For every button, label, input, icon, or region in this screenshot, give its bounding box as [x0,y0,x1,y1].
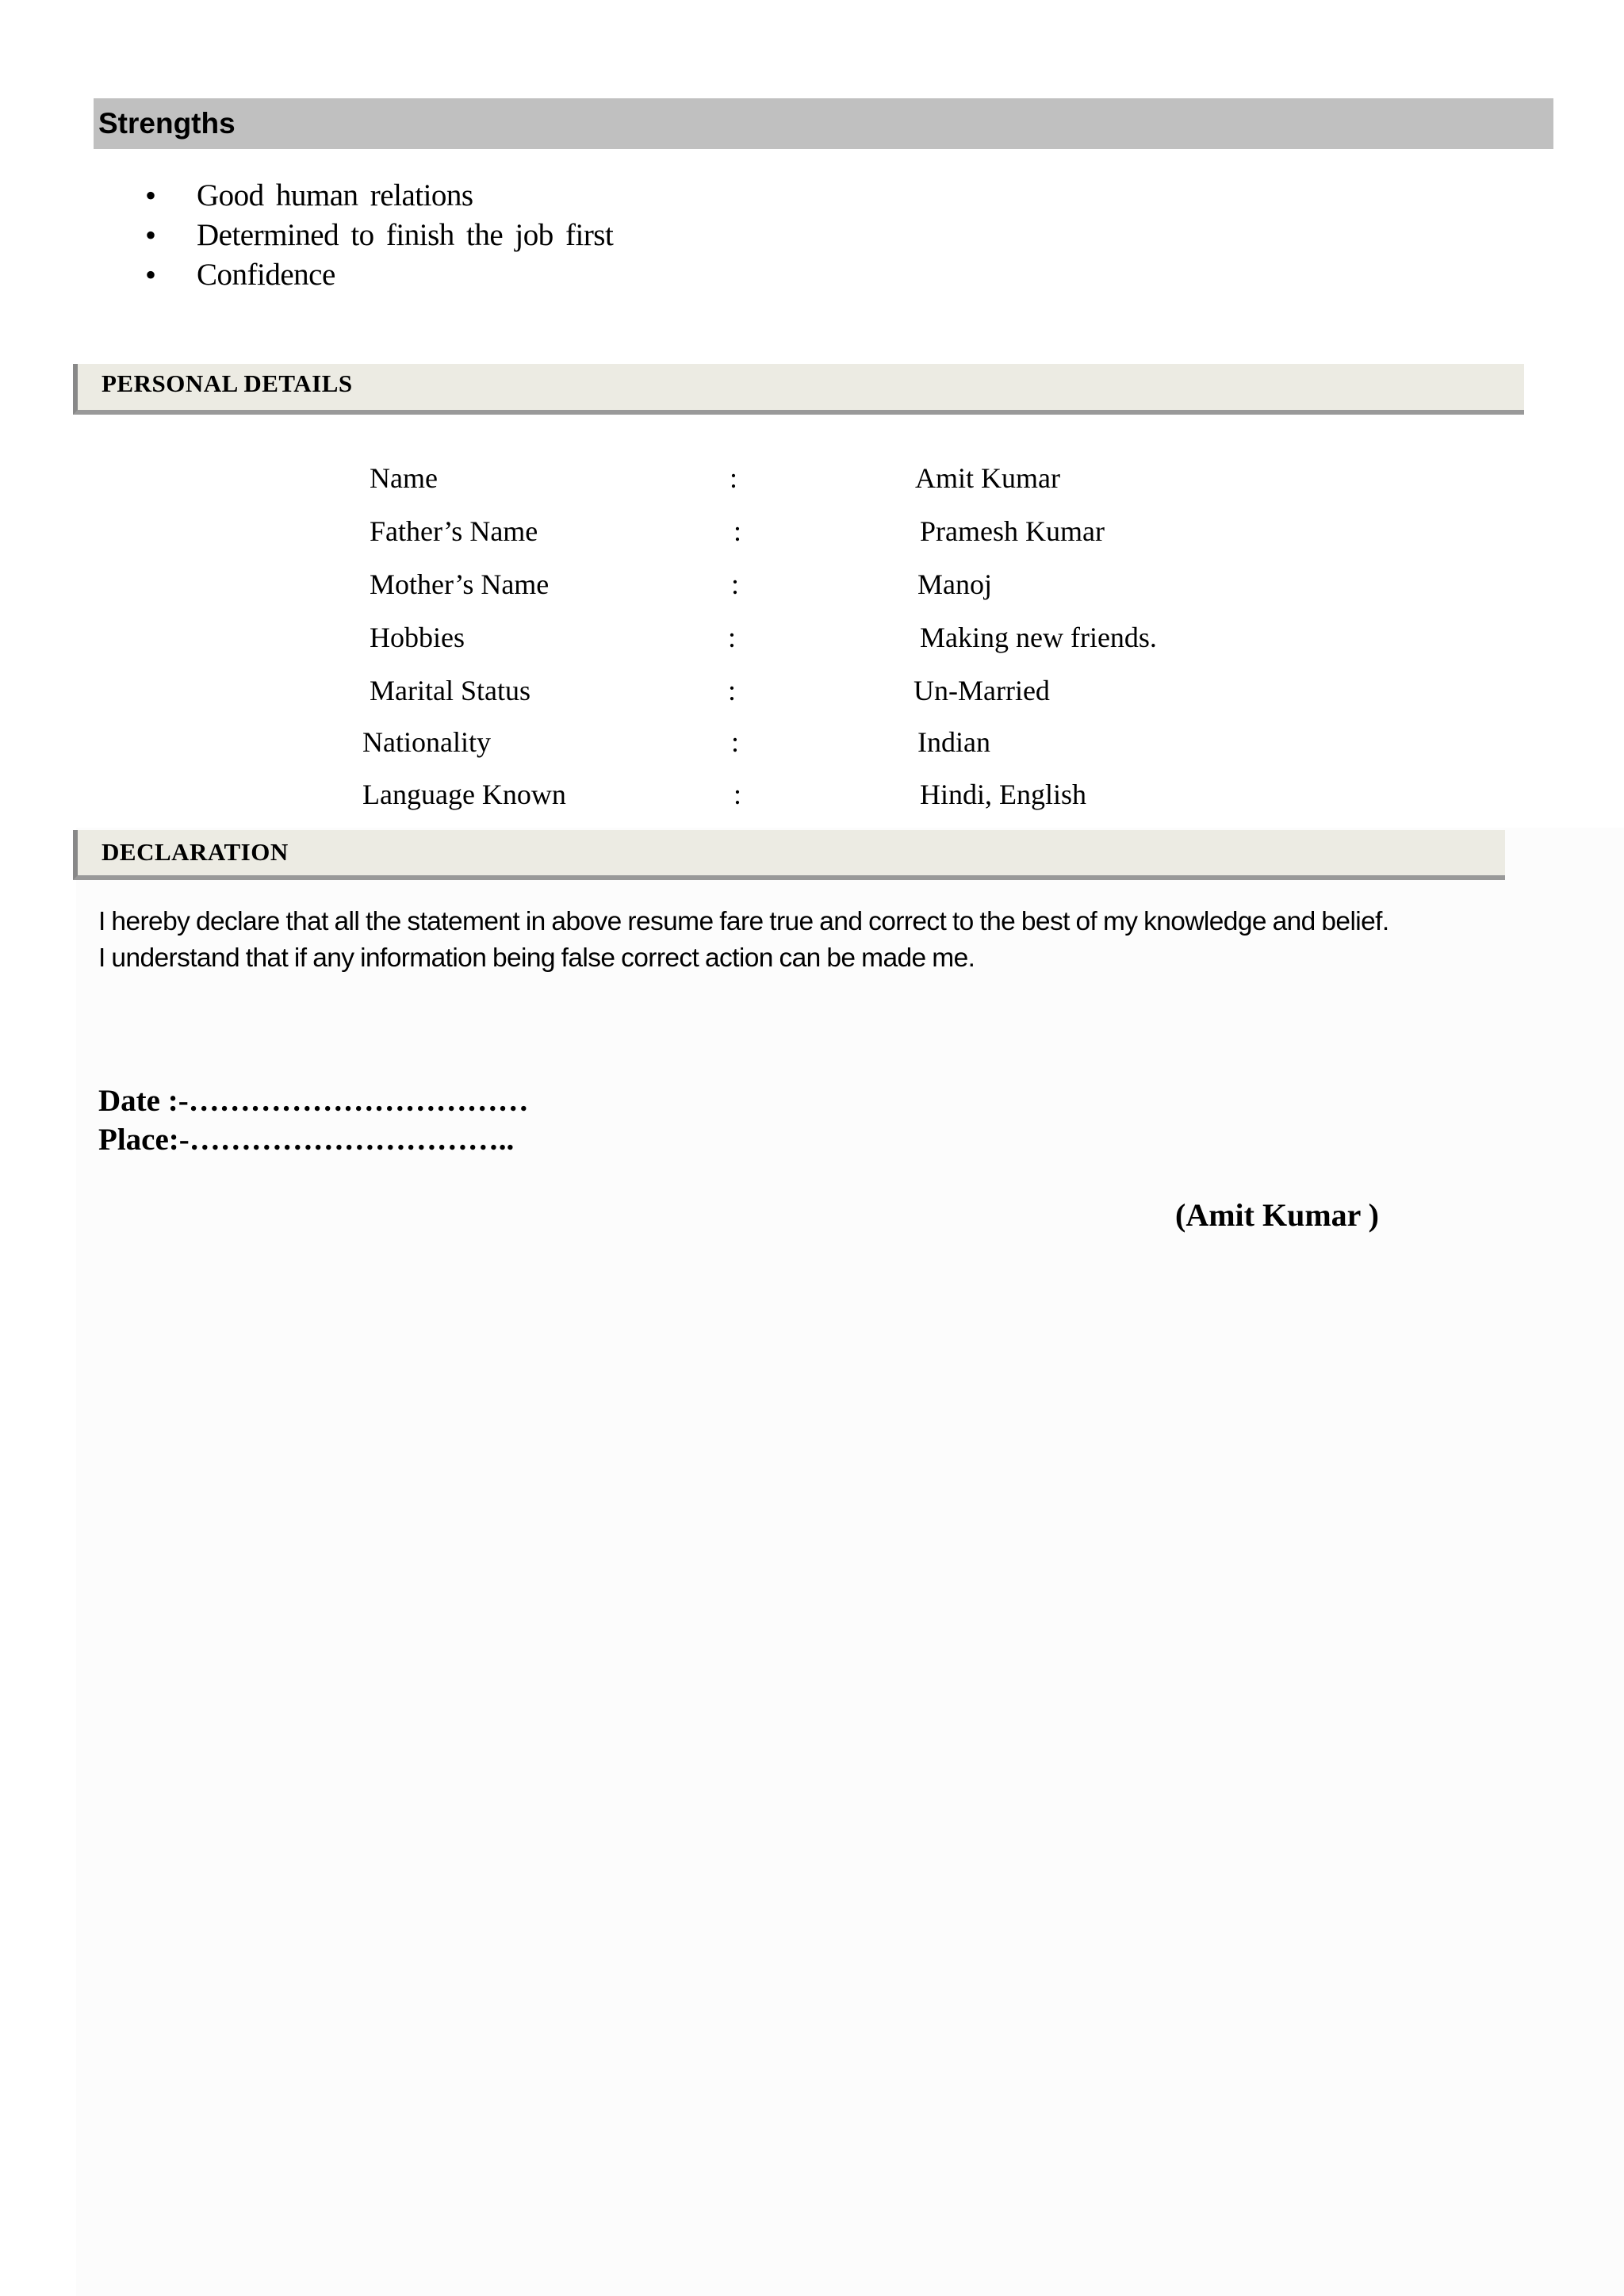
list-item: • Determined to finish the job first [145,216,613,255]
detail-row-name [0,458,1624,498]
detail-label: Nationality [362,726,491,758]
detail-value: Hindi, English [920,779,1087,810]
detail-label: Language Known [362,779,566,810]
detail-separator: : [733,779,742,810]
detail-row-nationality [0,722,1624,762]
declaration-line: I hereby declare that all the statement in above resume fare true and correct to the best of my knowledge and belief. [98,907,1389,936]
detail-value: Making new friends. [920,622,1157,653]
detail-value: Amit Kumar [915,462,1060,494]
detail-label: Hobbies [370,622,465,653]
detail-row-hobbies [0,618,1624,657]
detail-separator: : [731,726,740,758]
detail-label: Father’s Name [370,515,538,547]
date-line: Date :-…………………………… [98,1084,529,1118]
detail-separator: : [730,462,738,494]
detail-row-fathers-name [0,511,1624,551]
signature-name: (Amit Kumar ) [1175,1197,1379,1233]
page-background-tint [76,828,1624,2296]
detail-label: Mother’s Name [370,568,550,600]
detail-separator: : [728,675,737,706]
detail-separator: : [731,568,740,600]
detail-label: Name [370,462,438,494]
detail-value: Pramesh Kumar [920,515,1105,547]
declaration-heading: DECLARATION [73,830,1505,880]
declaration-text [98,904,1605,977]
strengths-list [145,176,613,295]
detail-separator: : [733,515,742,547]
detail-label: Marital Status [370,675,530,706]
list-item: • Confidence [145,255,613,295]
place-line: Place:-………………………….. [98,1123,515,1157]
strengths-heading: Strengths [94,98,1553,149]
detail-row-mothers-name [0,564,1624,604]
detail-value: Un-Married [914,675,1050,706]
detail-row-language-known [0,775,1624,814]
detail-value: Manoj [917,568,992,600]
list-item: • Good human relations [145,176,613,216]
detail-row-marital-status [0,671,1624,710]
personal-details-heading: PERSONAL DETAILS [73,364,1524,415]
declaration-line: I understand that if any information being false correct action can be made me. [98,943,975,973]
detail-separator: : [728,622,737,653]
detail-value: Indian [917,726,990,758]
